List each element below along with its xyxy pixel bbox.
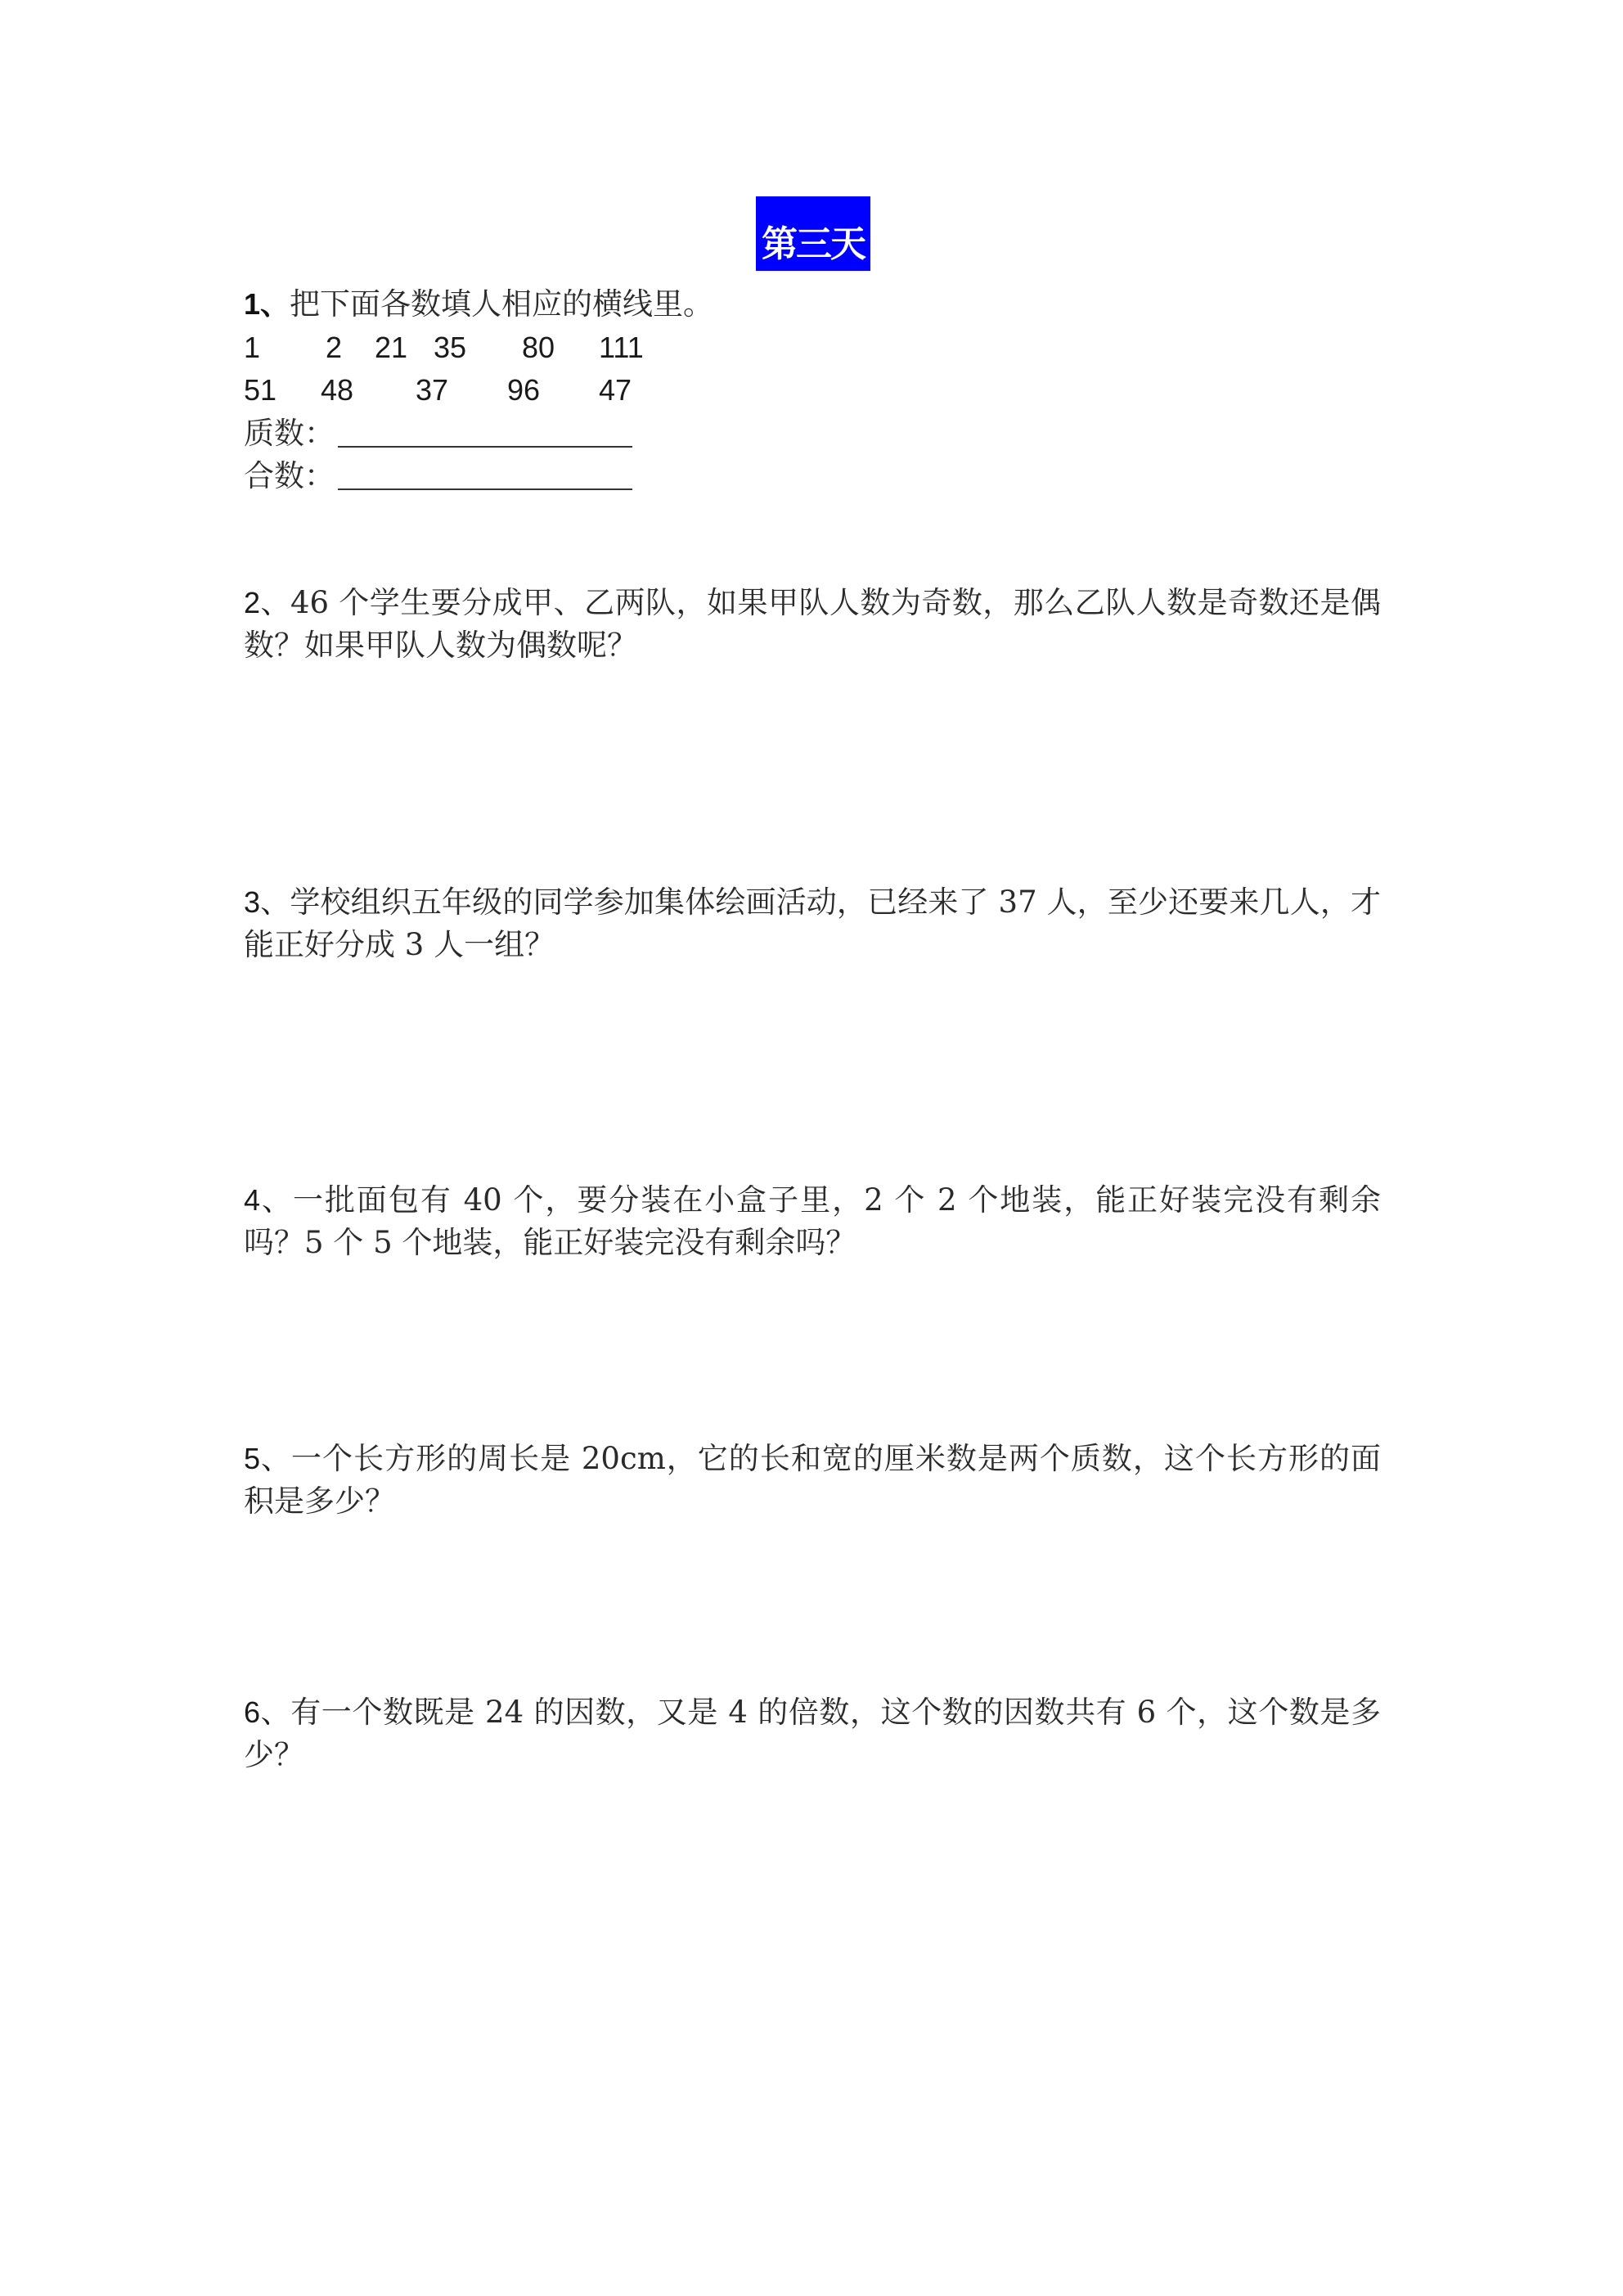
question-4-text: 一批面包有 40 个，要分装在小盒子里，2 个 2 个地装，能正好装完没有剩余吗？5 个 5 个地装，能正好装完没有剩余吗？ xyxy=(244,1182,1381,1260)
question-5 xyxy=(244,1438,1381,1523)
question-4 xyxy=(244,1179,1381,1264)
number-item: 35 xyxy=(434,331,467,364)
number-item: 51 xyxy=(244,373,277,407)
composite-numbers-label: 合数： xyxy=(244,458,335,493)
composite-numbers-answer-line[interactable] xyxy=(338,488,632,490)
page-title: 第三天 xyxy=(762,223,865,265)
number-item: 96 xyxy=(507,373,541,407)
number-item: 21 xyxy=(375,331,408,364)
number-item: 37 xyxy=(416,373,449,407)
question-1-number: 1、 xyxy=(244,287,290,321)
question-6 xyxy=(244,1691,1381,1776)
question-5-number: 5、 xyxy=(244,1442,292,1475)
number-item: 2 xyxy=(326,331,343,364)
question-2-text: 46 个学生要分成甲、乙两队，如果甲队人数为奇数，那么乙队人数是奇数还是偶数？如果甲队人数为偶数呢？ xyxy=(244,585,1381,663)
number-item: 1 xyxy=(244,331,261,364)
question-1-prompt xyxy=(244,283,713,326)
question-2-number: 2、 xyxy=(244,586,290,619)
prime-numbers-answer-line[interactable] xyxy=(338,446,632,448)
question-3-text: 学校组织五年级的同学参加集体绘画活动，已经来了 37 人，至少还要来几人，才能正好分成 3 人一组？ xyxy=(244,885,1381,962)
question-3-number: 3、 xyxy=(244,885,290,919)
question-2 xyxy=(244,582,1381,667)
page-title-banner xyxy=(756,196,870,271)
question-5-text: 一个长方形的周长是 20cm，它的长和宽的厘米数是两个质数，这个长方形的面积是多少？ xyxy=(244,1441,1381,1519)
number-item: 47 xyxy=(599,373,632,407)
question-6-text: 有一个数既是 24 的因数，又是 4 的倍数，这个数的因数共有 6 个，这个数是多少？ xyxy=(244,1695,1381,1772)
question-6-number: 6、 xyxy=(244,1695,291,1729)
number-item: 80 xyxy=(522,331,555,364)
question-3 xyxy=(244,881,1381,966)
number-item: 111 xyxy=(599,331,644,364)
prime-numbers-label: 质数： xyxy=(244,416,335,451)
number-item: 48 xyxy=(321,373,354,407)
question-4-number: 4、 xyxy=(244,1183,293,1217)
question-1-text: 把下面各数填人相应的横线里。 xyxy=(290,286,714,322)
